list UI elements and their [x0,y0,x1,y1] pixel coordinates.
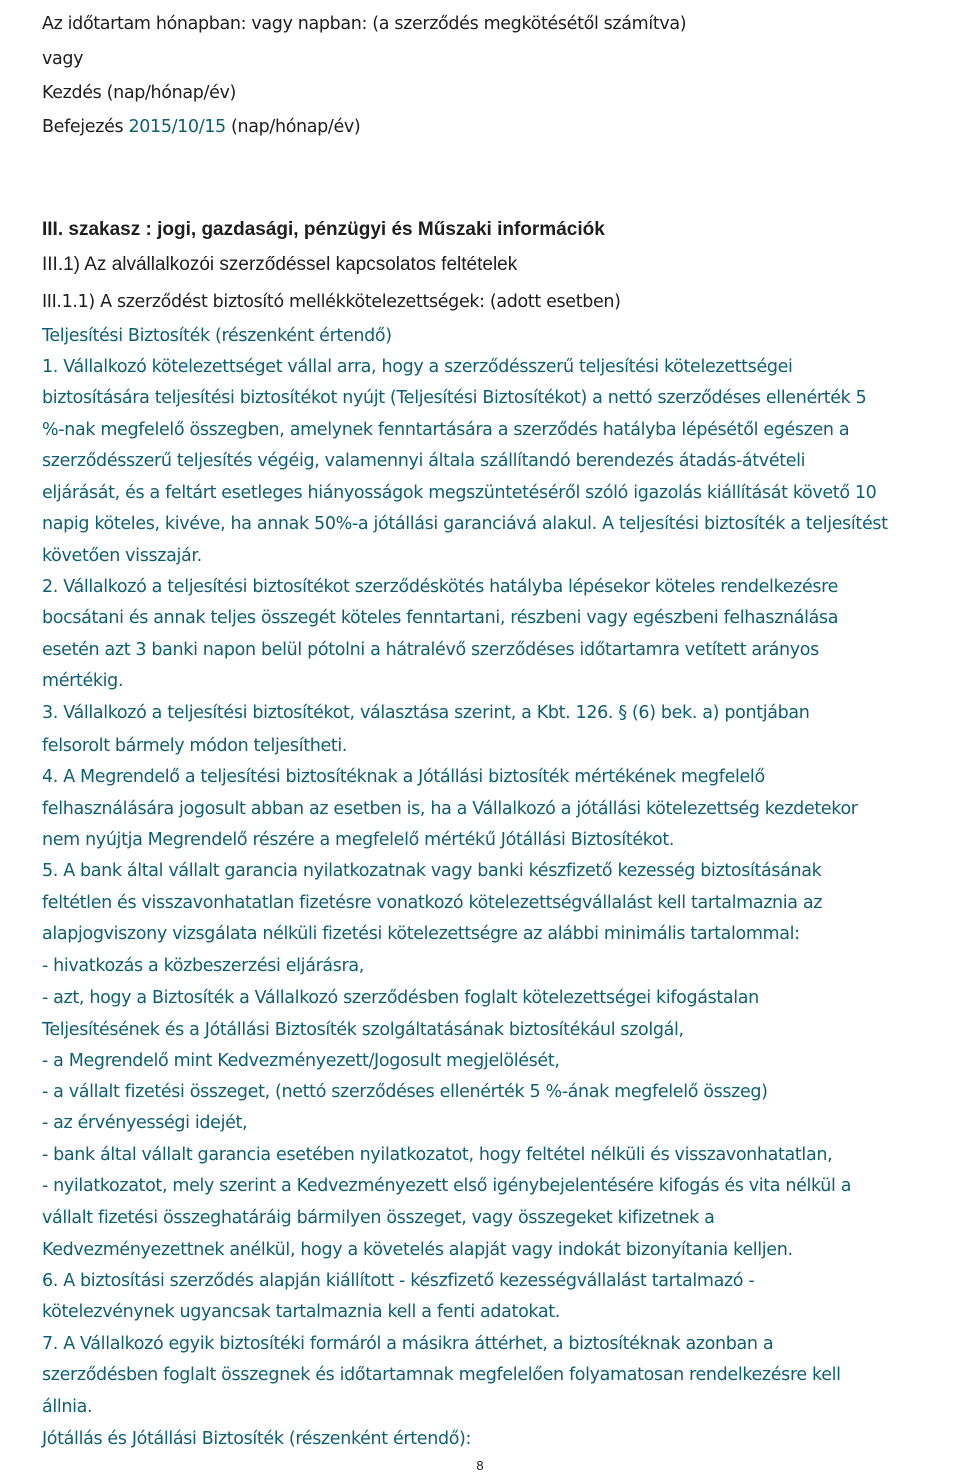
text-line: III. szakasz : jogi, gazdasági, pénzügyi és Műszaki információk [42,219,605,240]
text-line: felsorolt bármely módon teljesítheti. [42,736,348,756]
text-line: mértékig. [42,671,124,691]
page-number: 8 [476,1458,484,1473]
text-line: %-nak megfelelő összegben, amelynek fenntartására a szerződés hatályba lépésétől egészen a [42,420,850,440]
text-line: szerződésszerű teljesítés végéig, valamennyi általa szállítandó berendezés átadás-átvételi [42,451,806,471]
text-line: III.1.1) A szerződést biztosító mellékkötelezettségek: (adott esetben) [42,292,621,312]
text-line: követően visszajár. [42,546,202,566]
text-line: Kezdés (nap/hónap/év) [42,83,236,103]
text-line: szerződésben foglalt összegnek és időtartamnak megfelelően folyamatosan rendelkezésre kell [42,1365,841,1385]
text-line: Az időtartam hónapban: vagy napban: (a szerződés megkötésétől számítva) [42,14,687,34]
text-line: 6. A biztosítási szerződés alapján kiállított - készfizető kezességvállalást tartalmazó - [42,1271,755,1291]
text-line: esetén azt 3 banki napon belül pótolni a hátralévő szerződéses időtartamra vetített arányos [42,640,819,660]
text-line: napig köteles, kivéve, ha annak 50%-a jótállási garanciává alakul. A teljesítési biztosíték a teljesítést [42,514,888,534]
text-line: 5. A bank által vállalt garancia nyilatkozatnak vagy banki készfizető kezesség biztosításának [42,861,822,881]
text-line: - nyilatkozatot, mely szerint a Kedvezményezett első igénybejelentésére kifogás és vita nélkül a [42,1176,852,1196]
text-line: - bank által vállalt garancia esetében nyilatkozatot, hogy feltétel nélküli és visszavonhatatlan, [42,1145,833,1165]
text-line: Teljesítésének és a Jótállási Biztosíték szolgáltatásának biztosítékául szolgál, [42,1020,684,1040]
text-line: bocsátani és annak teljes összegét köteles fenntartani, részbeni vagy egészbeni felhasználása [42,608,839,628]
text-line: - a Megrendelő mint Kedvezményezett/Jogosult megjelölését, [42,1051,560,1071]
text-line: 2. Vállalkozó a teljesítési biztosítékot szerződéskötés hatályba lépésekor köteles rendelkezésre [42,577,839,597]
text-line: nem nyújtja Megrendelő részére a megfelelő mértékű Jótállási Biztosítékot. [42,830,675,850]
text-line: vagy [42,49,84,69]
text-line: III.1) Az alvállalkozói szerződéssel kapcsolatos feltételek [42,254,518,275]
text-line: - a vállalt fizetési összeget, (nettó szerződéses ellenérték 5 %-ának megfelelő összeg) [42,1082,768,1102]
text-line: Teljesítési Biztosíték (részenként értendő) [42,326,392,346]
text-line: - azt, hogy a Biztosíték a Vállalkozó szerződésben foglalt kötelezettségei kifogástalan [42,988,759,1008]
text-line: felhasználására jogosult abban az esetben is, ha a Vállalkozó a jótállási kötelezettség kezdetekor [42,799,858,819]
text-line: 3. Vállalkozó a teljesítési biztosítékot, választása szerint, a Kbt. 126. § (6) bek. a) pontjában [42,703,810,723]
text-line: alapjogviszony vizsgálata nélküli fizetési kötelezettségre az alábbi minimális tartalommal: [42,924,800,944]
text-line: - az érvényességi idejét, [42,1113,248,1133]
text-line: kötelezvénynek ugyancsak tartalmaznia kell a fenti adatokat. [42,1302,560,1322]
text-line: Kedvezményezettnek anélkül, hogy a követelés alapját vagy indokát bizonyítania kelljen. [42,1240,793,1260]
text-line: vállalt fizetési összeghatáráig bármilyen összeget, vagy összegeket kifizetnek a [42,1208,715,1228]
text-line: eljárását, és a feltárt esetleges hiányosságok megszüntetéséről szóló igazolás kiállítását követő 10 [42,483,877,503]
text-line: - hivatkozás a közbeszerzési eljárásra, [42,956,364,976]
text-line: biztosítására teljesítési biztosítékot nyújt (Teljesítési Biztosítékot) a nettó szerződéses ellenérték 5 [42,388,867,408]
text-line: 4. A Megrendelő a teljesítési biztosítéknak a Jótállási biztosíték mértékének megfelelő [42,767,765,787]
text-line: feltétlen és visszavonhatatlan fizetésre vonatkozó kötelezettségvállalást kell tartalmaznia az [42,893,823,913]
text-line: állnia. [42,1397,93,1417]
text-line: 1. Vállalkozó kötelezettséget vállal arra, hogy a szerződésszerű teljesítési kötelezettségei [42,357,793,377]
text-line: 7. A Vállalkozó egyik biztosítéki formáról a másikra áttérhet, a biztosítéknak azonban a [42,1334,774,1354]
text-line: Jótállás és Jótállási Biztosíték (részenként értendő): [42,1429,472,1449]
text-line: Befejezés 2015/10/15 (nap/hónap/év) [42,117,361,137]
